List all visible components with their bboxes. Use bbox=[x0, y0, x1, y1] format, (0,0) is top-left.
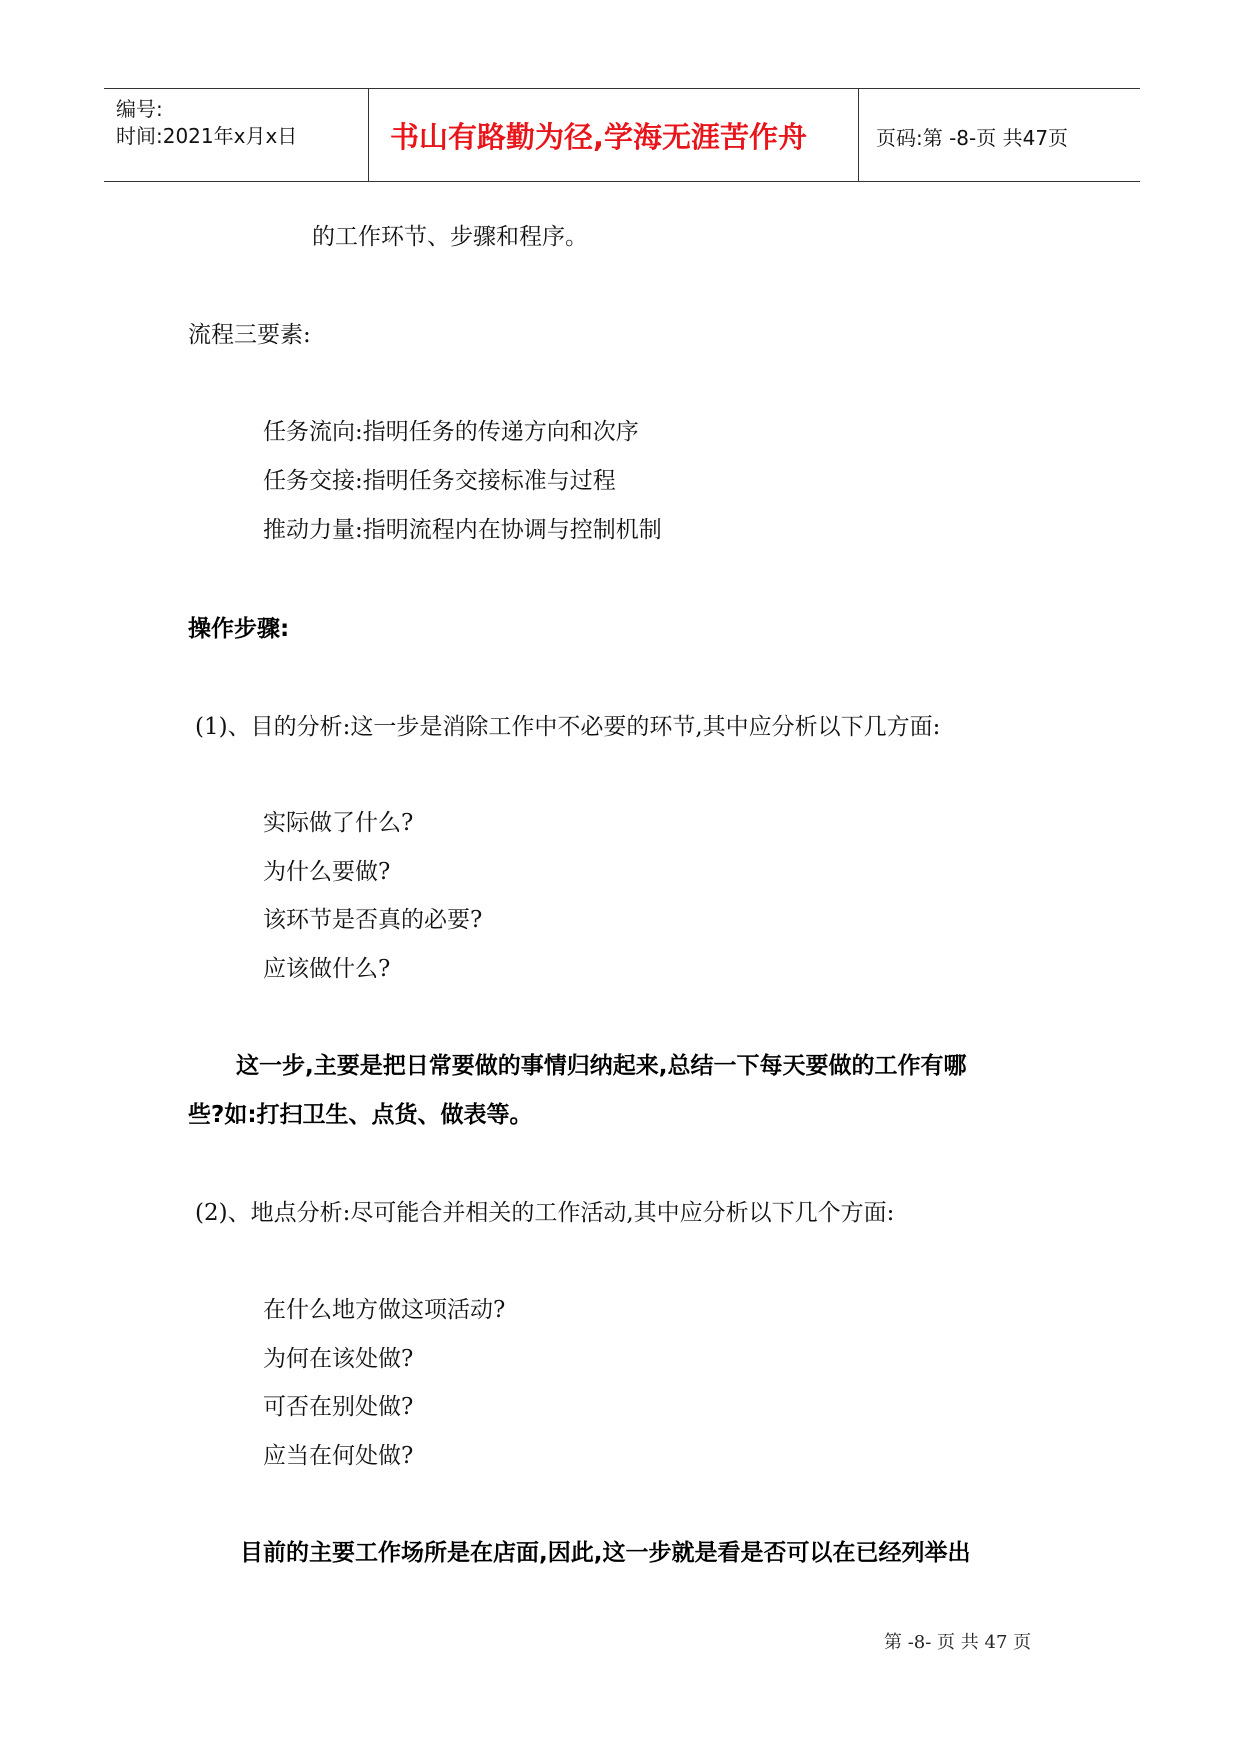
element-item-task-handover: 任务交接:指明任务交接标准与过程 bbox=[263, 468, 616, 494]
header-top-rule bbox=[104, 88, 1140, 89]
document-header bbox=[104, 88, 1140, 182]
step1-question-2: 为什么要做? bbox=[263, 859, 391, 885]
step1-question-1: 实际做了什么? bbox=[263, 810, 414, 836]
continued-paragraph: 的工作环节、步骤和程序。 bbox=[312, 224, 588, 250]
step1-summary-line-2: 些?如:打扫卫生、点货、做表等。 bbox=[188, 1102, 533, 1128]
element-item-driving-force: 推动力量:指明流程内在协调与控制机制 bbox=[263, 517, 662, 543]
step2-summary-line-1: 目前的主要工作场所是在店面,因此,这一步就是看是否可以在已经列举出 bbox=[240, 1540, 971, 1566]
step2-question-1: 在什么地方做这项活动? bbox=[263, 1297, 506, 1323]
header-motto: 书山有路勤为径,学海无涯苦作舟 bbox=[390, 120, 808, 154]
elements-heading: 流程三要素: bbox=[188, 322, 311, 348]
header-divider-right bbox=[858, 88, 859, 182]
header-bottom-rule bbox=[104, 181, 1140, 182]
header-divider-left bbox=[368, 88, 369, 182]
step2-question-3: 可否在别处做? bbox=[263, 1394, 414, 1420]
step2-intro: (2)、地点分析:尽可能合并相关的工作活动,其中应分析以下几个方面: bbox=[195, 1200, 895, 1226]
page-number-label: 页码:第 -8-页 共47页 bbox=[876, 126, 1069, 150]
step2-question-2: 为何在该处做? bbox=[263, 1346, 414, 1372]
element-item-task-flow: 任务流向:指明任务的传递方向和次序 bbox=[263, 419, 639, 445]
serial-number-label: 编号: bbox=[116, 97, 163, 121]
step2-question-4: 应当在何处做? bbox=[263, 1443, 414, 1469]
steps-heading: 操作步骤: bbox=[188, 616, 290, 642]
page-footer: 第 -8- 页 共 47 页 bbox=[884, 1632, 1032, 1653]
time-label: 时间:2021年x月x日 bbox=[116, 124, 298, 148]
step1-intro: (1)、目的分析:这一步是消除工作中不必要的环节,其中应分析以下几方面: bbox=[195, 714, 941, 740]
step1-question-4: 应该做什么? bbox=[263, 956, 391, 982]
step1-summary-line-1: 这一步,主要是把日常要做的事情归纳起来,总结一下每天要做的工作有哪 bbox=[236, 1053, 967, 1079]
step1-question-3: 该环节是否真的必要? bbox=[263, 907, 483, 933]
